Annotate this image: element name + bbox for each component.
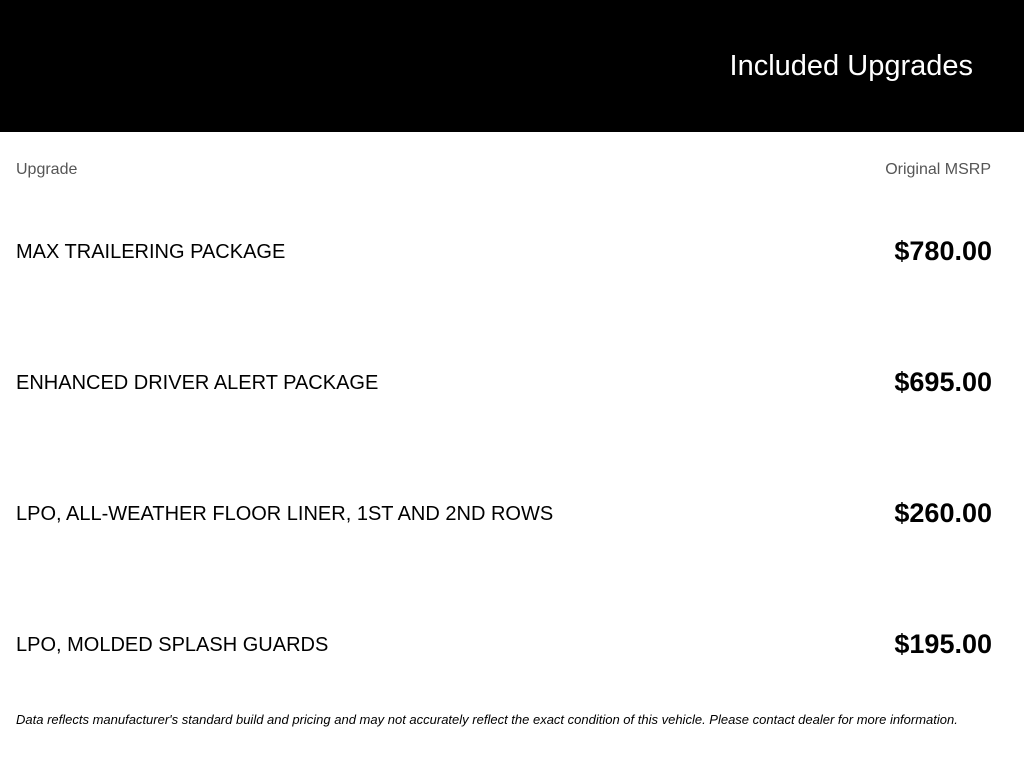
upgrade-row xyxy=(16,232,992,272)
page-title: Included Upgrades xyxy=(729,50,973,82)
disclaimer-text: Data reflects manufacturer's standard build and pricing and may not accurately reflect the exact condition of this vehicle. Please contact dealer for more information. xyxy=(16,712,958,727)
upgrade-name: LPO, ALL-WEATHER FLOOR LINER, 1ST AND 2ND ROWS xyxy=(16,503,554,525)
upgrade-column-header: Upgrade xyxy=(16,161,78,178)
upgrade-name: MAX TRAILERING PACKAGE xyxy=(16,241,286,263)
upgrade-price: $780.00 xyxy=(894,236,992,266)
upgrade-price: $695.00 xyxy=(894,367,992,397)
upgrade-price: $195.00 xyxy=(894,629,992,659)
upgrade-price: $260.00 xyxy=(894,498,992,528)
upgrade-row xyxy=(16,363,992,403)
header-bar xyxy=(0,0,1024,132)
msrp-column-header: Original MSRP xyxy=(885,161,991,178)
column-headers xyxy=(16,160,991,180)
upgrade-name: ENHANCED DRIVER ALERT PACKAGE xyxy=(16,372,379,394)
upgrade-name: LPO, MOLDED SPLASH GUARDS xyxy=(16,634,329,656)
upgrade-row xyxy=(16,625,992,665)
upgrade-row xyxy=(16,494,992,534)
